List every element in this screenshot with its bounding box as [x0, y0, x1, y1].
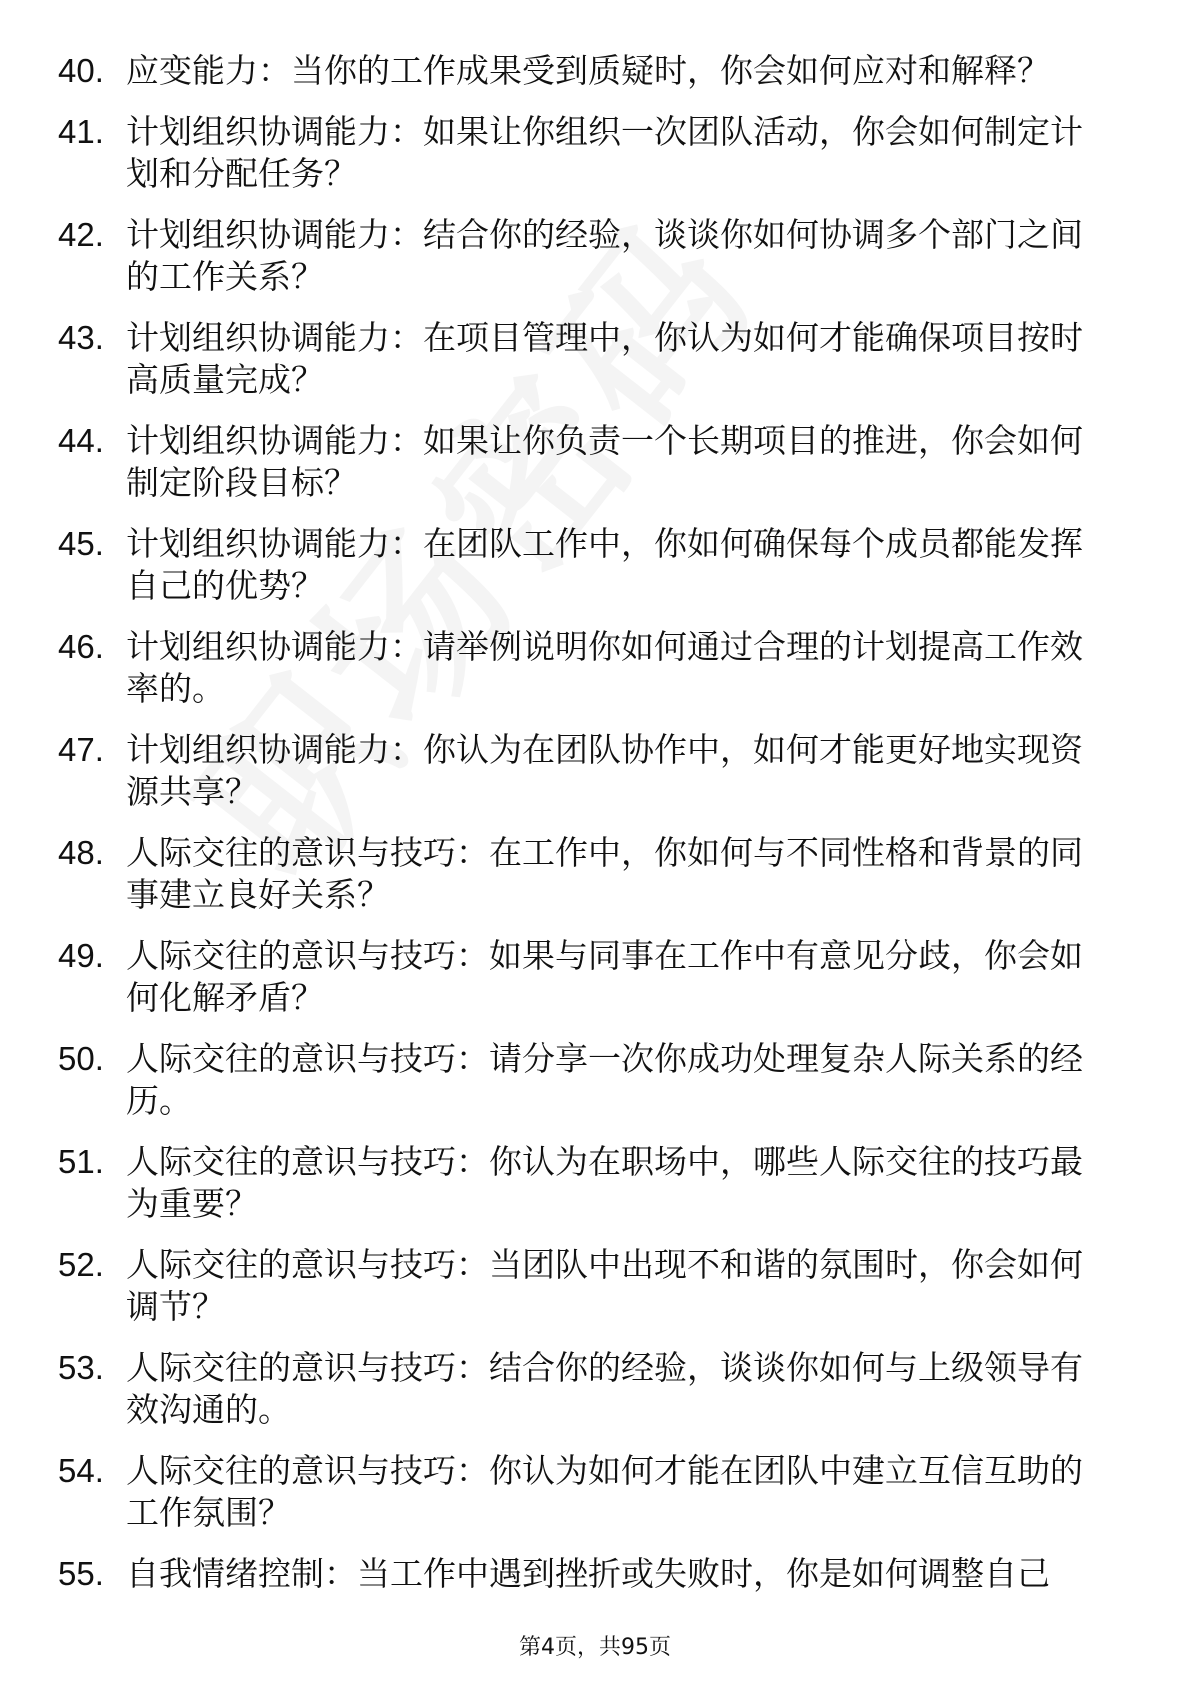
- question-item: [0, 832, 1190, 916]
- question-number: 51.: [58, 1143, 104, 1180]
- question-item: [0, 317, 1190, 401]
- question-text: 计划组织协调能力：如果让你组织一次团队活动，你会如何制定计划和分配任务？: [126, 112, 1083, 193]
- question-text: 自我情绪控制：当工作中遇到挫折或失败时，你是如何调整自己: [126, 1554, 1050, 1593]
- question-text: 人际交往的意识与技巧：在工作中，你如何与不同性格和背景的同事建立良好关系？: [126, 833, 1083, 914]
- question-item: [0, 1038, 1190, 1122]
- question-number: 42.: [58, 216, 104, 253]
- question-number: 49.: [58, 937, 104, 974]
- question-item: [0, 214, 1190, 298]
- question-text: 人际交往的意识与技巧：当团队中出现不和谐的氛围时，你会如何调节？: [126, 1245, 1083, 1326]
- question-item: [0, 729, 1190, 813]
- question-number: 52.: [58, 1246, 104, 1283]
- question-number: 55.: [58, 1555, 104, 1592]
- question-number: 54.: [58, 1452, 104, 1489]
- question-text: 应变能力：当你的工作成果受到质疑时，你会如何应对和解释？: [126, 51, 1050, 90]
- question-text: 计划组织协调能力：如果让你负责一个长期项目的推进，你会如何制定阶段目标？: [126, 421, 1083, 502]
- question-number: 45.: [58, 525, 104, 562]
- question-text: 人际交往的意识与技巧：你认为如何才能在团队中建立互信互助的工作氛围？: [126, 1451, 1083, 1532]
- question-number: 44.: [58, 422, 104, 459]
- question-item: [0, 1553, 1190, 1595]
- question-item: [0, 1450, 1190, 1534]
- question-item: [0, 420, 1190, 504]
- question-number: 40.: [58, 52, 104, 89]
- question-number: 48.: [58, 834, 104, 871]
- question-number: 50.: [58, 1040, 104, 1077]
- question-number: 46.: [58, 628, 104, 665]
- question-text: 人际交往的意识与技巧：你认为在职场中，哪些人际交往的技巧最为重要？: [126, 1142, 1083, 1223]
- question-text: 计划组织协调能力：请举例说明你如何通过合理的计划提高工作效率的。: [126, 627, 1083, 708]
- page-number-footer: 第4页，共95页: [519, 1635, 671, 1660]
- question-item: [0, 1244, 1190, 1328]
- question-item: [0, 50, 1190, 92]
- question-list: [0, 50, 1190, 1614]
- question-item: [0, 111, 1190, 195]
- question-number: 41.: [58, 113, 104, 150]
- question-item: [0, 1141, 1190, 1225]
- question-item: [0, 626, 1190, 710]
- question-text: 人际交往的意识与技巧：请分享一次你成功处理复杂人际关系的经历。: [126, 1039, 1083, 1120]
- question-number: 53.: [58, 1349, 104, 1386]
- question-number: 47.: [58, 731, 104, 768]
- question-text: 人际交往的意识与技巧：如果与同事在工作中有意见分歧，你会如何化解矛盾？: [126, 936, 1083, 1017]
- question-number: 43.: [58, 319, 104, 356]
- question-text: 计划组织协调能力：结合你的经验，谈谈你如何协调多个部门之间的工作关系？: [126, 215, 1083, 296]
- question-item: [0, 523, 1190, 607]
- question-item: [0, 935, 1190, 1019]
- question-text: 计划组织协调能力：你认为在团队协作中，如何才能更好地实现资源共享？: [126, 730, 1083, 811]
- question-item: [0, 1347, 1190, 1431]
- question-text: 计划组织协调能力：在项目管理中，你认为如何才能确保项目按时高质量完成？: [126, 318, 1083, 399]
- question-text: 计划组织协调能力：在团队工作中，你如何确保每个成员都能发挥自己的优势？: [126, 524, 1083, 605]
- question-text: 人际交往的意识与技巧：结合你的经验，谈谈你如何与上级领导有效沟通的。: [126, 1348, 1083, 1429]
